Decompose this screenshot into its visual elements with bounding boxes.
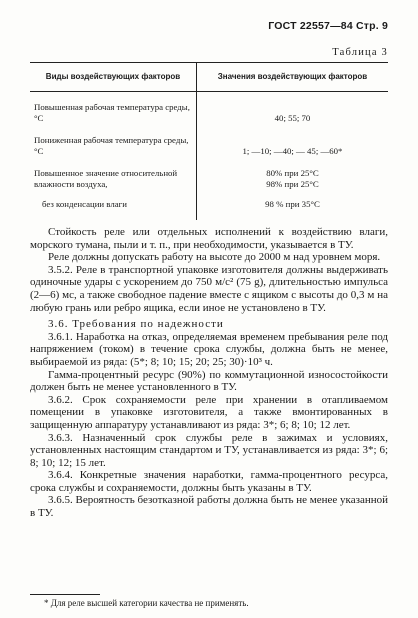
paragraph: 3.6.1. Наработка на отказ, определяемая временем пребывания реле под напряжением (током) в течение срока службы, должна быть не менее, выбираемой из ряда: (5*; 8; 10; 15; 20; 25; 30)·10³ ч. (30, 330, 388, 368)
value-line: 1; —10; —40; — 45; —60* (242, 145, 343, 156)
value-line: 98% при 25°С (266, 178, 319, 189)
value-line: 80% при 25°С (266, 168, 319, 178)
column-header-values: Значения воздействующих факторов (197, 63, 389, 92)
table-row (30, 102, 388, 123)
section-heading: 3.6. Требования по надежности (48, 318, 224, 331)
paragraph: 3.6.3. Назначенный срок службы реле в зажимах и условиях, установленных настоящим стандартом и ТУ, устанавливается из ряда: 3*; 6; 8; 10; 12; 15 лет. (30, 431, 388, 469)
table-row-spacer (30, 210, 388, 220)
column-header-factors: Виды воздействующих факторов (30, 63, 197, 92)
table-title: Таблица 3 (332, 47, 388, 58)
footnote-rule (30, 594, 100, 595)
paragraph: 3.6.5. Вероятность безотказной работы должна быть не менее указанной в ТУ. (30, 494, 388, 520)
table-row-spacer (30, 92, 388, 103)
value-cell (197, 168, 389, 189)
paragraph: Гамма-процентный ресурс (90%) по коммутационной износостойкости должен быть не менее установленного в ТУ. (30, 368, 388, 394)
footnote: * Для реле высшей категории качества не применять. (44, 598, 249, 608)
paragraph: Реле должны допускать работу на высоте до 2000 м над уровнем моря. (48, 251, 381, 264)
value-line (201, 135, 384, 146)
value-cell (197, 199, 389, 210)
table-row-spacer (30, 123, 388, 135)
table-row (30, 168, 388, 189)
value-cell (197, 135, 389, 156)
factors-table (30, 62, 388, 220)
paragraph: 3.6.2. Срок сохраняемости реле при хранении в отапливаемом помещении в упаковке изготовителя, а также вмонтированных в защищенную аппаратуру устанавливают из ряда: 3*; 6; 8; 10; 12 лет. (30, 393, 388, 431)
table-header-row (30, 63, 388, 92)
paragraph: 3.5.2. Реле в транспортной упаковке изготовителя должны выдерживать одиночные удары с ускорением до 750 м/с² (75 g), длительностью импульса (2—6) мс, а также свободное падение вместе с ящиком с высоты до 0,3 м на любую грань или ребро ящика, если иное не установлено в ТУ. (30, 263, 388, 314)
table-row (30, 135, 388, 156)
value-line (201, 102, 384, 113)
value-cell (197, 102, 389, 123)
table-row-spacer (30, 156, 388, 168)
paragraph: Стойкость реле или отдельных исполнений к воздействию влаги, морского тумана, пыли и т. п., при необходимости, указывается в ТУ. (30, 226, 388, 251)
factor-cell: Повышенная рабочая температура среды, °С (30, 102, 197, 123)
value-line: 40; 55; 70 (274, 112, 311, 123)
page-header: ГОСТ 22557—84 Стр. 9 (268, 20, 388, 32)
factor-cell: Повышенное значение относительной влажности воздуха, (30, 168, 197, 189)
body-text (30, 226, 388, 520)
paragraph: 3.6.4. Конкретные значения наработки, гамма-процентного ресурса, срока службы и сохраняемости, должны быть указаны в ТУ. (30, 469, 388, 494)
value-line: 98 % при 35°С (265, 199, 320, 209)
factor-cell: Пониженная рабочая температура среды, °С (30, 135, 197, 156)
table-row-spacer (30, 189, 388, 199)
table-row (30, 199, 388, 210)
factor-cell: без конденсации влаги (30, 199, 197, 210)
